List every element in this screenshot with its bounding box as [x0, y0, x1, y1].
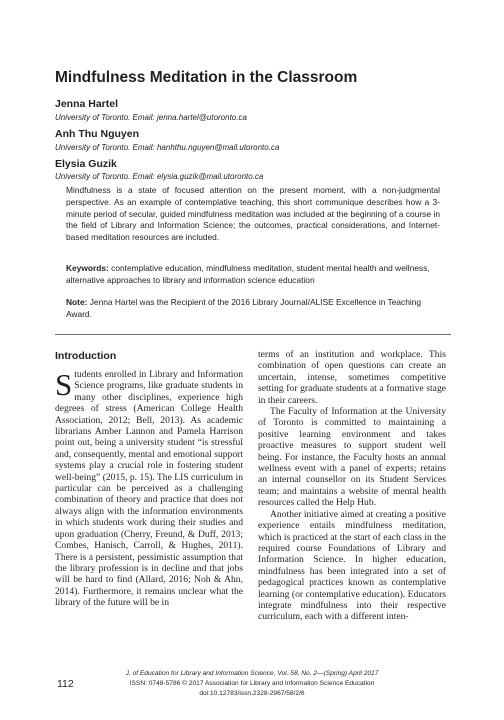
- body-paragraph: tudents enrolled in Library and Information Science programs, like graduate students in many other disciplines, experience high degrees of stress (American College Health Association, 2012; Bell, 2013). As academic librarians Amber Lannon and Pamela Harrison point out, being a university student “is stressful and, consequently, mental and emotional support systems play a crucial role in fostering student well-being” (2015, p. 15). The LIS curriculum in particular can be perceived as a challenging combination of theory and practice that does not always align with the information environments in which students work during their studies and upon graduation (Cherry, Freund, & Duff, 2013; Combes, Hanisch, Carroll, & Hughes, 2011). There is a persistent, pessimistic assumption that the library profession is in decline and that jobs will be hard to find (Allard, 2016; Noh & Ahn, 2014). Furthermore, it remains unclear what the library of the future will be in: [55, 369, 243, 609]
- author-affiliation: University of Toronto. Email: jenna.hartel@utoronto.ca: [55, 113, 247, 122]
- article-title: Mindfulness Meditation in the Classroom: [55, 69, 358, 86]
- journal-citation: J. of Education for Library and Information Science, Vol. 58, No. 2—(Spring) April 2017: [125, 670, 379, 677]
- author-name: Jenna Hartel: [55, 98, 119, 110]
- author-name: Elysia Guzik: [55, 158, 117, 170]
- note-label: Note:: [66, 297, 88, 307]
- author-name: Anh Thu Nguyen: [55, 128, 139, 140]
- body-paragraph: Another initiative aimed at creating a positive experience entails mindfulness meditation, which is practiced at the start of each class in the required course Foundations of Library and Information Science. In higher education, mindfulness has been integrated into a set of pedagogical practices known as contemplative learning (or contemplative education). Educators integrate mindfulness into their respective curriculum, each with a different inten-: [258, 508, 446, 623]
- author-affiliation: University of Toronto. Email: elysia.guzik@mail.utoronto.ca: [55, 172, 264, 181]
- body-paragraph: The Faculty of Information at the University of Toronto is committed to maintaining a positive learning environment and takes proactive measures to support student well being. For instance, the Faculty hosts an annual wellness event with a panel of experts; retains an internal counsellor on its Student Services team; and maintains a website of mental health resources called the Help Hub.: [258, 406, 446, 509]
- note-text: Jenna Hartel was the Recipient of the 2016 Library Journal/ALISE Excellence in Teaching Award.: [66, 297, 422, 319]
- body-column-left: [55, 369, 243, 609]
- author-note: [66, 297, 440, 321]
- abstract: Mindfulness is a state of focused attention on the present moment, with a non-judgmental perspective. As an example of contemplative teaching, this short communique describes how a 3-minute period of secular, guided mindfulness meditation was included at the beginning of a course in the field of Library and Information Science; the outcomes, practical considerations, and Internet-based meditation resources are included.: [66, 185, 440, 243]
- issn-copyright: ISSN: 0748-5786 © 2017 Association for Library and Information Science Education: [129, 680, 375, 687]
- keywords: [66, 263, 440, 287]
- keywords-text: contemplative education, mindfulness meditation, student mental health and wellness, alternative approaches to library and information science education: [66, 263, 430, 285]
- body-column-right: [258, 349, 446, 623]
- keywords-label: Keywords:: [66, 263, 109, 273]
- drop-cap: S: [55, 367, 73, 402]
- doi: doi:10.12783/issn.2328-2967/58/2/6: [199, 690, 305, 697]
- body-paragraph: terms of an institution and workplace. This combination of open questions can create an uncertain, intense, sometimes competitive setting for graduate students at a formative stage in their careers.: [258, 349, 446, 406]
- page-number: 112: [57, 678, 74, 690]
- section-heading: Introduction: [55, 350, 117, 362]
- section-divider: [55, 334, 451, 335]
- author-affiliation: University of Toronto. Email: hanhthu.nguyen@mail.utoronto.ca: [55, 143, 280, 152]
